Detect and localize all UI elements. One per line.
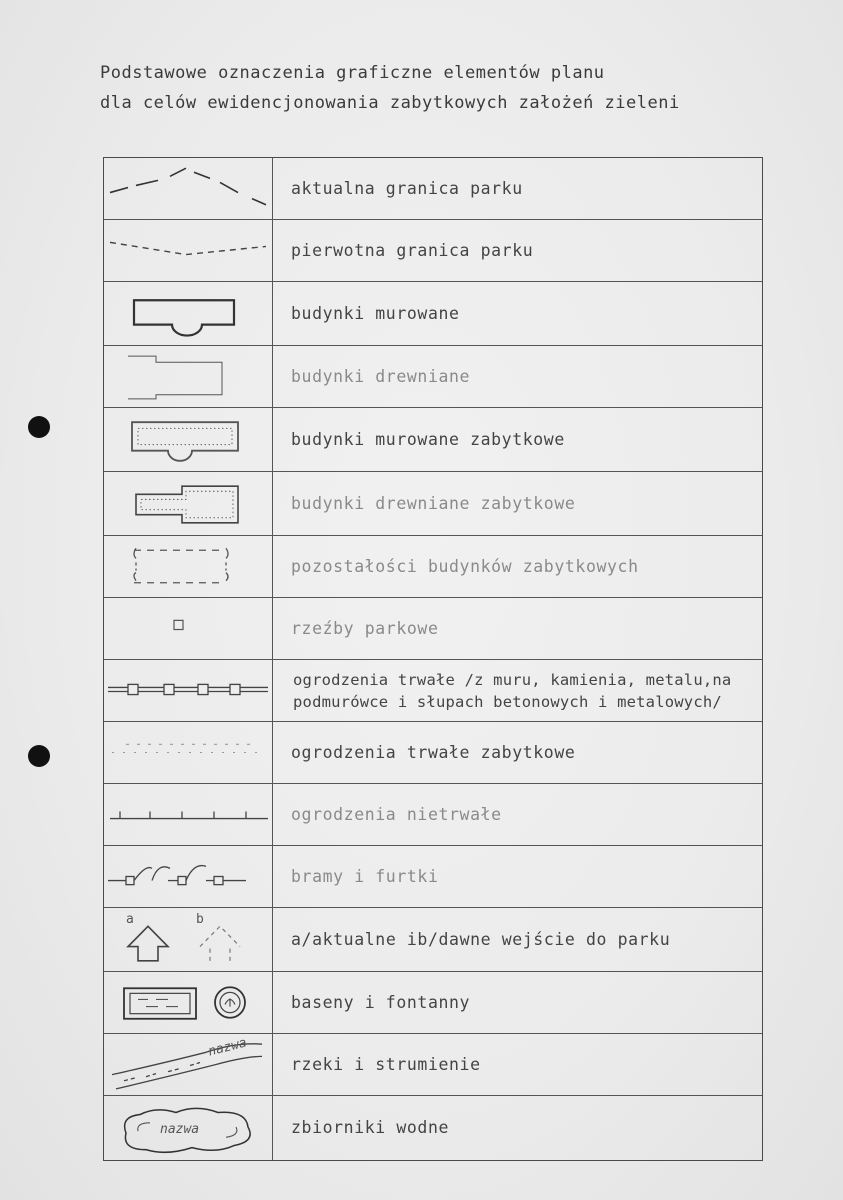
legend-table [103, 157, 763, 1161]
dash-boundary-icon [104, 158, 273, 219]
legend-row [104, 472, 762, 536]
legend-label: baseny i fontanny [291, 992, 471, 1012]
entrance-arrows-icon [104, 908, 273, 971]
pond-name: nazwa [160, 1122, 200, 1137]
entrance-label-former: dawne wejście do parku [438, 929, 671, 949]
river-name: nazwa [206, 1035, 249, 1060]
wooden-building-icon [104, 346, 273, 407]
legend-label [273, 660, 762, 721]
legend-label-line-2: podmurówce i słupach betonowych i metalowych/ [293, 692, 722, 711]
legend-label: budynki drewniane [291, 366, 471, 386]
building-remains-icon [104, 536, 273, 597]
legend-label-line-1: ogrodzenia trwałe /z muru, kamienia, metalu,na [293, 670, 732, 689]
pond-icon [104, 1096, 273, 1160]
legend-label: ogrodzenia trwałe zabytkowe [291, 742, 576, 762]
document-heading [100, 58, 760, 118]
legend-label: budynki murowane zabytkowe [291, 429, 565, 449]
legend-row [104, 908, 762, 972]
punch-hole-bottom [28, 745, 50, 767]
legend-row [104, 722, 762, 784]
legend-row [104, 1034, 762, 1096]
legend-row [104, 282, 762, 346]
permanent-fence-icon [104, 660, 273, 721]
legend-row [104, 1096, 762, 1160]
legend-row [104, 660, 762, 722]
masonry-building-icon [104, 282, 273, 345]
punch-hole-top [28, 416, 50, 438]
historic-wooden-building-icon [104, 472, 273, 535]
river-icon [104, 1034, 273, 1095]
legend-row [104, 536, 762, 598]
entrance-label-b-mark: b/ [417, 929, 439, 949]
legend-label: pierwotna granica parku [291, 240, 534, 260]
historic-fence-icon [104, 722, 273, 783]
legend-label: aktualna granica parku [291, 178, 523, 198]
sculpture-icon [104, 598, 273, 659]
legend-label: bramy i furtki [291, 866, 439, 886]
legend-row [104, 972, 762, 1034]
heading-line-2: dla celów ewidencjonowania zabytkowych założeń zieleni [100, 93, 680, 113]
legend-row [104, 158, 762, 220]
legend-row [104, 220, 762, 282]
temporary-fence-icon [104, 784, 273, 845]
fine-dash-boundary-icon [104, 220, 273, 281]
historic-masonry-building-icon [104, 408, 273, 471]
legend-row [104, 346, 762, 408]
entrance-label-a-mark: a/ [291, 929, 313, 949]
legend-row [104, 784, 762, 846]
legend-label [273, 908, 762, 971]
legend-row [104, 846, 762, 908]
gate-icon [104, 846, 273, 907]
legend-row [104, 408, 762, 472]
pool-fountain-icon [104, 972, 273, 1033]
legend-label: rzeki i strumienie [291, 1054, 481, 1074]
legend-label: rzeźby parkowe [291, 618, 439, 638]
heading-line-1: Podstawowe oznaczenia graficzne elementów planu [100, 63, 605, 83]
legend-row [104, 598, 762, 660]
legend-label: ogrodzenia nietrwałe [291, 804, 502, 824]
mark-b: b [196, 912, 204, 927]
legend-label: budynki murowane [291, 303, 460, 323]
legend-label: pozostałości budynków zabytkowych [291, 556, 639, 576]
mark-a: a [126, 912, 134, 927]
legend-label: zbiorniki wodne [291, 1118, 450, 1137]
legend-label: budynki drewniane zabytkowe [291, 493, 576, 513]
entrance-label-current: aktualne i [312, 929, 418, 949]
